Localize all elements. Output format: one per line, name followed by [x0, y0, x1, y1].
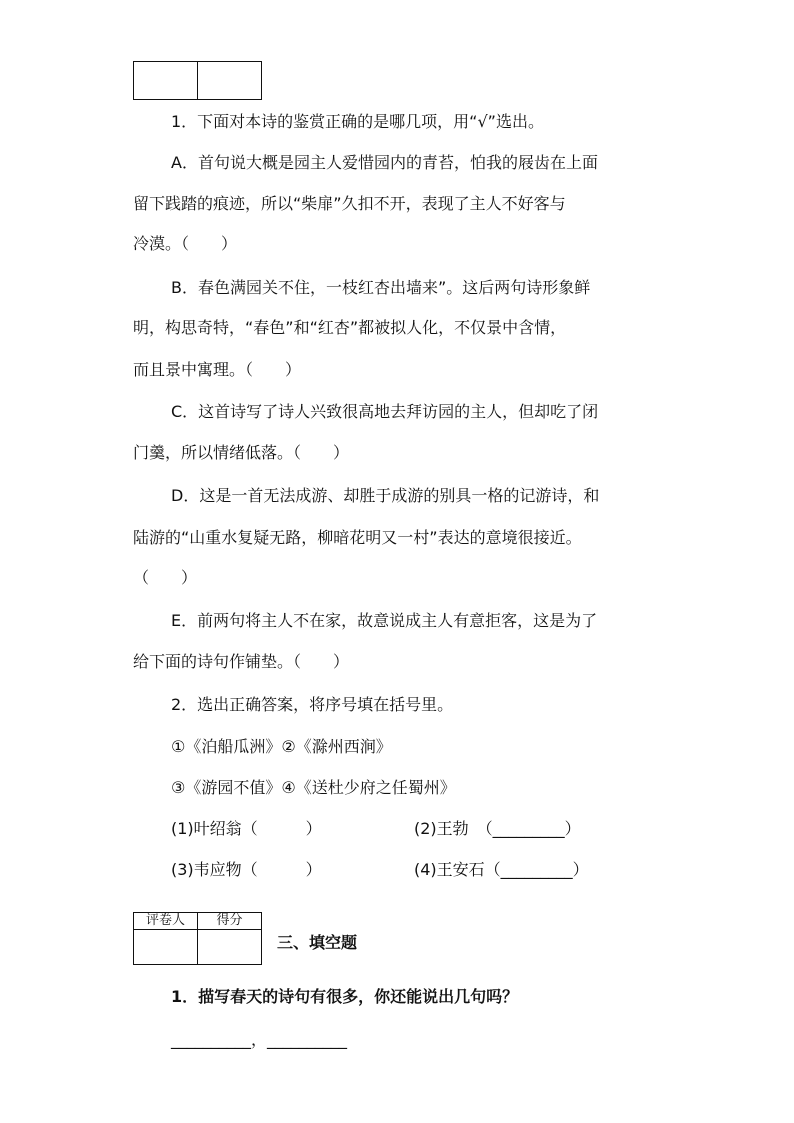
score-cell: [198, 930, 262, 965]
option-c-line-1: C．这首诗写了诗人兴致很高地去拜访园的主人，但却吃了闭: [171, 402, 599, 421]
score-header: 得分: [198, 913, 262, 930]
question-2-options-2: ③《游园不值》④《送杜少府之任蜀州》: [171, 778, 456, 797]
option-e-line-2: 给下面的诗句作铺垫。（ ）: [133, 652, 350, 671]
grader-header: 评卷人: [134, 913, 198, 930]
pair-4: (4)王安石（_________）: [414, 860, 589, 879]
section-3-question-1: 1．描写春天的诗句有很多，你还能说出几句吗？: [171, 987, 519, 1006]
answer-blanks: __________，__________: [171, 1030, 348, 1049]
option-b-line-2: 明，构思奇特，“春色”和“红杏”都被拟人化，不仅景中含情，: [133, 318, 567, 337]
top-table-cell-2: [198, 62, 262, 100]
pair-3: (3)韦应物（ ）: [171, 860, 322, 879]
question-2-stem: 2．选出正确答案，将序号填在括号里。: [171, 695, 454, 714]
section-3-score-table: [133, 912, 262, 965]
option-a-line-1: A．首句说大概是园主人爱惜园内的青苔，怕我的屐齿在上面: [171, 153, 598, 172]
question-1-stem: 1．下面对本诗的鉴赏正确的是哪几项，用“√”选出。: [171, 112, 544, 131]
option-d-line-2: 陆游的“山重水复疑无路，柳暗花明又一村”表达的意境很接近。: [133, 528, 582, 547]
option-b-line-1: B．春色满园关不住，一枝红杏出墙来”。这后两句诗形象鲜: [171, 278, 591, 297]
option-d-line-1: D．这是一首无法成游、却胜于成游的别具一格的记游诗，和: [171, 486, 600, 505]
option-e-line-1: E．前两句将主人不在家，故意说成主人有意拒客，这是为了: [171, 611, 598, 630]
grader-cell: [134, 930, 198, 965]
section-3-title: 三、填空题: [277, 933, 358, 952]
option-a-line-3: 冷漠。（ ）: [133, 234, 238, 253]
top-score-table: [133, 61, 262, 100]
option-d-line-3: （ ）: [133, 568, 198, 587]
question-2-options-1: ①《泊船瓜洲》②《滁州西涧》: [171, 737, 392, 756]
option-b-line-3: 而且景中寓理。（ ）: [133, 360, 302, 379]
top-table-cell-1: [134, 62, 198, 100]
option-c-line-2: 门羹，所以情绪低落。（ ）: [133, 443, 350, 462]
pair-1: (1)叶绍翁（ ）: [171, 819, 322, 838]
option-a-line-2: 留下践踏的痕迹，所以“柴扉”久扣不开，表现了主人不好客与: [133, 194, 566, 213]
pair-2: (2)王勃 （_________）: [414, 819, 581, 838]
